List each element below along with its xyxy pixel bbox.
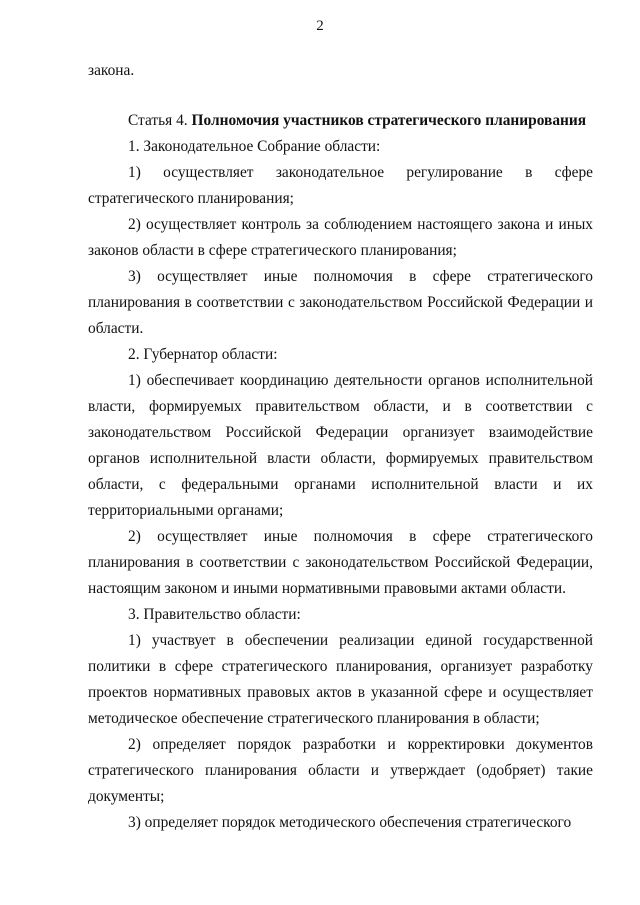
paragraph-3-1: 1) участвует в обеспечении реализации единой государственной политики в сфере стратегического планирования, организует разработку проектов нормативных правовых актов в указанной сфере и осуществляет методическое обеспечение стратегического планирования в области; [88, 632, 593, 727]
paragraph-1-1: 1) осуществляет законодательное регулирование в сфере стратегического планирования; [88, 164, 593, 207]
article-heading [88, 108, 593, 134]
paragraph-3-3: 3) определяет порядок методического обеспечения стратегического [128, 814, 572, 831]
article-title: Полномочия участников стратегического планирования [191, 112, 587, 129]
page-number: 2 [316, 18, 324, 34]
document-body [88, 58, 593, 836]
paragraph-2-2: 2) осуществляет иные полномочия в сфере стратегического планирования в соответствии с законодательством Российской Федерации, настоящим законом и иными нормативными правовыми актами области. [88, 528, 593, 597]
paragraph-section-1: 1. Законодательное Собрание области: [128, 138, 381, 155]
paragraph-1-3: 3) осуществляет иные полномочия в сфере стратегического планирования в соответствии с законодательством Российской Федерации и области. [88, 268, 593, 337]
paragraph-3-2: 2) определяет порядок разработки и корректировки документов стратегического планирования области и утверждает (одобряет) такие документы; [88, 736, 593, 805]
paragraph-2-1: 1) обеспечивает координацию деятельности органов исполнительной власти, формируемых правительством области, и в соответствии с законодательством Российской Федерации организует взаимодействие органов исполнительной власти области, формируемых правительством области, с федеральными органами исполнительной власти и их территориальными органами; [88, 372, 593, 519]
paragraph-section-2: 2. Губернатор области: [128, 346, 278, 363]
paragraph-1-2: 2) осуществляет контроль за соблюдением настоящего закона и иных законов области в сфере стратегического планирования; [88, 216, 593, 259]
lead-line: закона. [88, 62, 135, 79]
paragraph-section-3: 3. Правительство области: [128, 606, 301, 623]
article-prefix: Статья 4. [128, 112, 188, 129]
